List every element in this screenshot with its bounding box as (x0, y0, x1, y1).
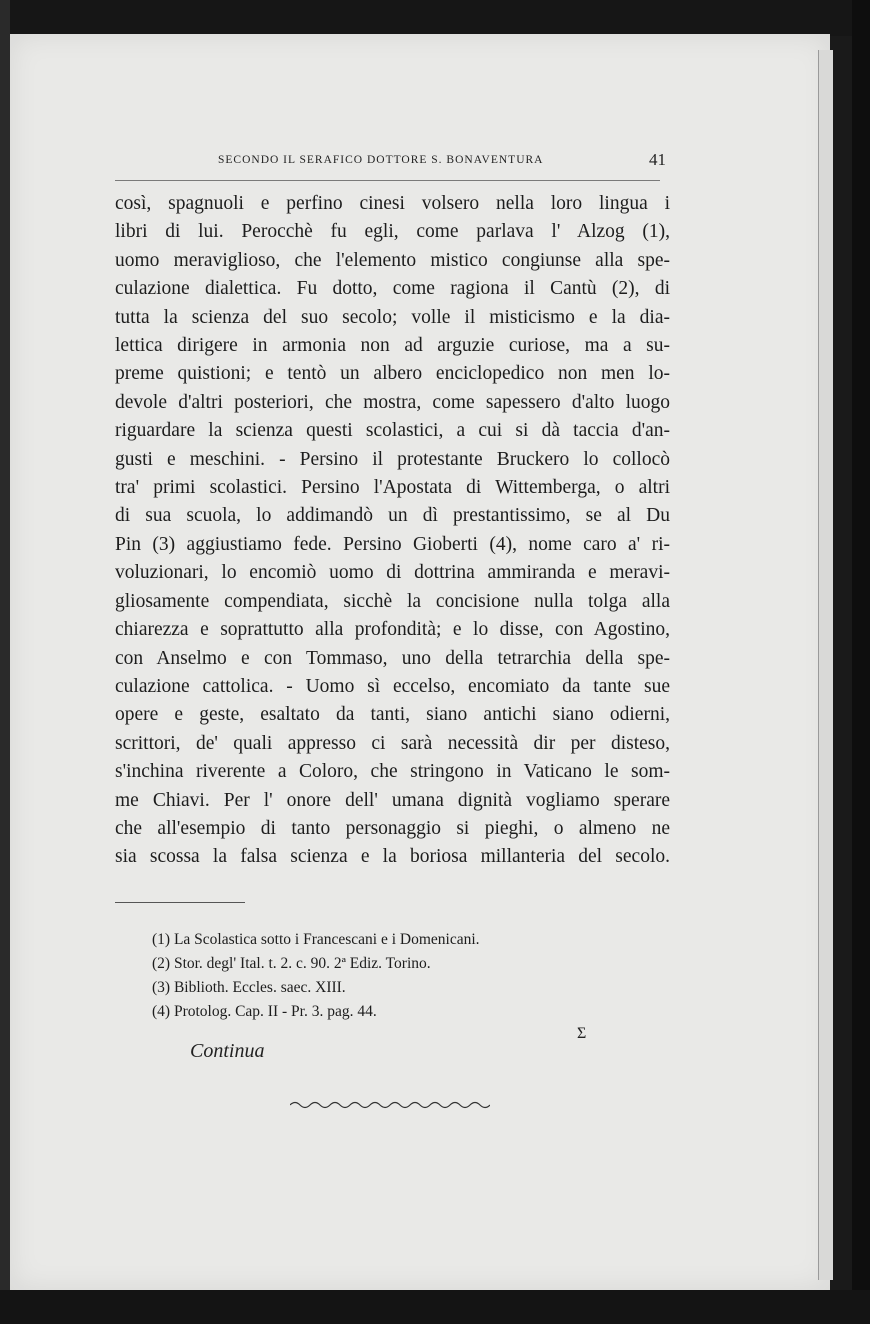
body-line: sia scossa la falsa scienza e la boriosa millanteria del secolo. (115, 846, 670, 868)
body-text (115, 190, 670, 872)
footnote-4: (4) Protolog. Cap. II - Pr. 3. pag. 44. (152, 1003, 377, 1020)
wavy-ornament (290, 1098, 490, 1112)
footnote-2: (2) Stor. degl' Ital. t. 2. c. 90. 2ª Ediz. Torino. (152, 955, 431, 972)
body-line: Pin (3) aggiustiamo fede. Persino Gioberti (4), nome caro a' ri- (115, 533, 670, 555)
body-line: me Chiavi. Per l' onore dell' umana dignità vogliamo sperare (115, 789, 670, 811)
body-line: devole d'altri posteriori, che mostra, come sapessero d'alto luogo (115, 391, 670, 413)
body-line: libri di lui. Perocchè fu egli, come parlava l' Alzog (1), (115, 221, 670, 243)
footnote-rule (115, 902, 245, 903)
body-line: lettica dirigere in armonia non ad arguzie curiose, ma a su- (115, 335, 670, 357)
body-line: scrittori, de' quali appresso ci sarà necessità dir per disteso, (115, 732, 670, 754)
body-line: di sua scuola, lo addimandò un dì prestantissimo, se al Du (115, 505, 670, 527)
body-line: opere e geste, esaltato da tanti, siano antichi siano odierni, (115, 704, 670, 726)
page-edge (818, 50, 833, 1280)
body-line: tra' primi scolastici. Persino l'Apostata di Wittemberga, o altri (115, 477, 670, 499)
page-number: 41 (649, 150, 666, 169)
body-line: voluzionari, lo encomiò uomo di dottrina ammiranda e meravi- (115, 562, 670, 584)
continua-label: Continua (190, 1040, 265, 1062)
body-line: gliosamente compendiata, sicchè la concisione nulla tolga alla (115, 590, 670, 612)
body-line: s'inchina riverente a Coloro, che stringono in Vaticano le som- (115, 761, 670, 783)
body-line: riguardare la scienza questi scolastici, a cui si dà taccia d'an- (115, 420, 670, 442)
scan-top-border (0, 0, 870, 36)
body-line: culazione cattolica. - Uomo sì eccelso, encomiato da tante sue (115, 675, 670, 697)
body-line: culazione dialettica. Fu dotto, come ragiona il Cantù (2), di (115, 278, 670, 300)
scan-right-border (852, 0, 870, 1324)
body-line: con Anselmo e con Tommaso, uno della tetrarchia della spe- (115, 647, 670, 669)
page-header (218, 150, 666, 176)
body-line: così, spagnuoli e perfino cinesi volsero nella loro lingua i (115, 193, 670, 214)
body-line: gusti e meschini. - Persino il protestante Bruckero lo collocò (115, 448, 670, 470)
scan-bottom-border (0, 1290, 870, 1324)
body-line: chiarezza e soprattutto alla profondità; e lo disse, con Agostino, (115, 619, 670, 641)
footnotes (152, 928, 632, 1024)
header-rule (115, 180, 660, 181)
scan-left-border (0, 0, 10, 1324)
signature-mark: Σ (577, 1025, 587, 1042)
running-head: SECONDO IL SERAFICO DOTTORE S. BONAVENTURA (218, 154, 544, 166)
body-line: preme quistioni; e tentò un albero enciclopedico non men lo- (115, 363, 670, 385)
body-line: uomo meraviglioso, che l'elemento mistico congiunse alla spe- (115, 249, 670, 271)
body-line: tutta la scienza del suo secolo; volle il misticismo e la dia- (115, 306, 670, 328)
footnote-3: (3) Biblioth. Eccles. saec. XIII. (152, 979, 346, 996)
body-line: che all'esempio di tanto personaggio si pieghi, o almeno ne (115, 817, 670, 839)
footnote-1: (1) La Scolastica sotto i Francescani e i Domenicani. (152, 931, 480, 948)
